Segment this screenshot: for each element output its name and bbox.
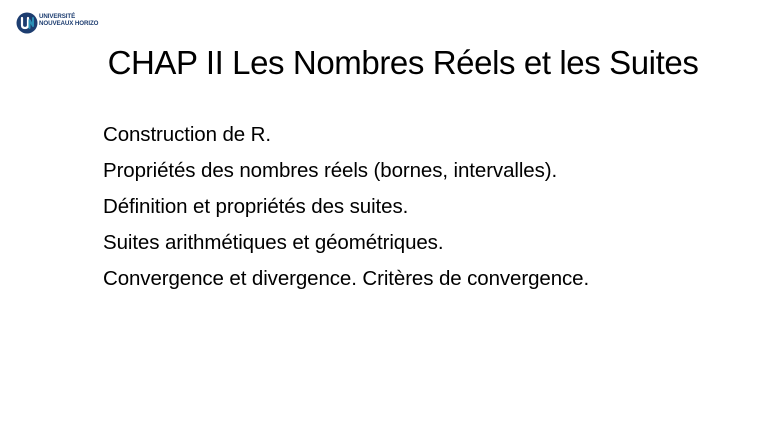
list-item: Construction de R. [103,123,271,146]
logo-line-2: NOUVEAUX HORIZO [39,20,99,27]
list-item: Définition et propriétés des suites. [103,195,409,218]
university-logo-text [39,13,98,27]
list-item: Convergence et divergence. Critères de convergence. [103,267,590,290]
topic-list [103,117,743,297]
list-item: Suites arithmétiques et géométriques. [103,231,444,254]
university-logo-icon [16,12,38,34]
slide-title: CHAP II Les Nombres Réels et les Suites [107,44,699,81]
logo-line-1: UNIVERSITÉ [39,13,76,20]
list-item: Propriétés des nombres réels (bornes, intervalles). [103,159,558,182]
university-logo [16,11,99,37]
slide-content [103,117,743,297]
